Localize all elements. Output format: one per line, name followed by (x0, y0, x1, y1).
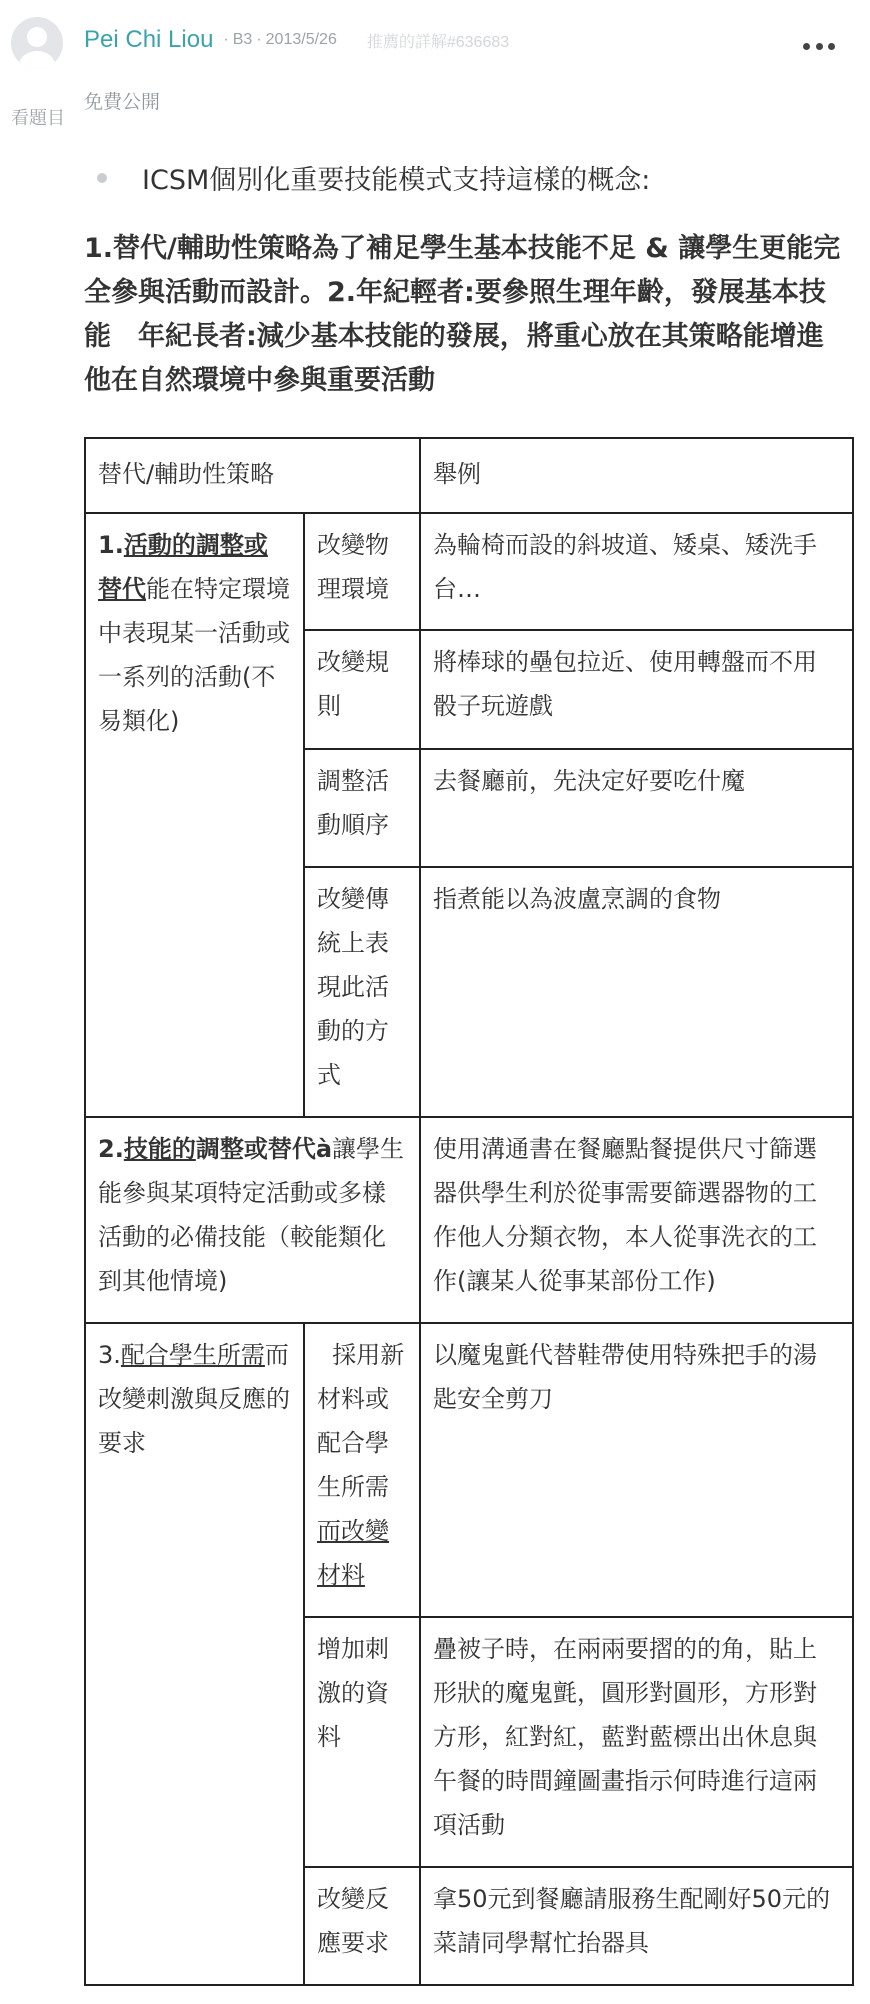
strategy-table (84, 437, 854, 1986)
bullet-item (97, 158, 650, 197)
group2-strategy (85, 1117, 420, 1323)
bullet-dot-icon (97, 173, 107, 183)
group2-arrow: à (315, 1135, 333, 1163)
method-cell: 調整活動順序 (304, 749, 420, 867)
group3-strategy (85, 1323, 304, 1985)
example-cell: 拿50元到餐廳請服務生配剛好50元的菜請同學幫忙抬器具 (420, 1867, 853, 1985)
more-horizontal-icon (803, 43, 810, 50)
example-cell: 為輪椅而設的斜坡道、矮桌、矮洗手台… (420, 513, 853, 630)
group3-num: 3. (98, 1341, 121, 1369)
avatar[interactable] (11, 17, 63, 69)
method-cell: 改變傳統上表現此活動的方式 (304, 867, 420, 1117)
more-horizontal-icon (828, 43, 835, 50)
method-cell (304, 1323, 420, 1617)
method-cell: 改變反應要求 (304, 1867, 420, 1985)
group1-num: 1. (98, 531, 124, 559)
public-label: 免費公開 (84, 91, 161, 113)
group3-desc: 而改變刺激與反應的要求 (98, 1341, 290, 1457)
example-cell: 疊被子時，在兩兩要摺的的角，貼上形狀的魔鬼氈，圓形對圓形，方形對方形，紅對紅，藍對藍標出出休息與午餐的時間鐘圖畫指示何時進行這兩項活動 (420, 1617, 853, 1867)
post-meta: · B3 · 2013/5/26 (223, 31, 337, 48)
group1-desc: 能在特定環境中表現某一活動或一系列的活動(不易類化) (98, 575, 290, 735)
example-cell: 以魔鬼氈代替鞋帶使用特殊把手的湯匙安全剪刀 (420, 1323, 853, 1617)
header-example: 舉例 (420, 438, 853, 513)
group2-title2: 調整或替代 (195, 1135, 316, 1163)
post-header (84, 22, 509, 58)
table-row (85, 513, 853, 630)
group2-title: 技能的 (123, 1135, 196, 1163)
floor-label: B3 (232, 31, 253, 48)
detail-link[interactable]: 推薦的詳解#636683 (366, 33, 510, 51)
method-cell: 改變物理環境 (304, 513, 420, 630)
table-row (85, 1323, 853, 1617)
example-cell: 將棒球的壘包拉近、使用轉盤而不用骰子玩遊戲 (420, 630, 853, 749)
method-cell: 增加刺激的資料 (304, 1617, 420, 1867)
more-options-button[interactable] (803, 38, 835, 54)
group1-title: 活動的調整或替代 (98, 531, 268, 603)
group1-strategy (85, 513, 304, 1117)
view-question-link[interactable]: 看題目 (11, 108, 65, 129)
example-cell: 去餐廳前，先決定好要吃什魔 (420, 749, 853, 867)
intro-paragraph: 1.替代/輔助性策略為了補足學生基本技能不足 & 讓學生更能完全參與活動而設計。2.年紀輕者:要參照生理年齡，發展基本技能 年紀長者:減少基本技能的發展，將重心放在其策略能增進他在自然環境中參與重要活動 (84, 233, 841, 396)
method-text-underlined: 而改變材料 (317, 1517, 389, 1589)
method-cell: 改變規則 (304, 630, 420, 749)
table-header-row (85, 438, 853, 513)
post-date: 2013/5/26 (265, 31, 337, 48)
more-horizontal-icon (816, 43, 823, 50)
author-name[interactable]: Pei Chi Liou (84, 26, 214, 53)
bullet-text: ICSM個別化重要技能模式支持這樣的概念: (142, 165, 651, 196)
group2-desc: 讓學生能參與某項特定活動或多樣活動的必備技能（較能類化到其他情境) (98, 1135, 405, 1295)
header-strategy: 替代/輔助性策略 (85, 438, 420, 513)
default-user-avatar-icon (11, 17, 63, 69)
table-row (85, 1117, 853, 1323)
method-text: 採用新材料或配合學生所需 (317, 1341, 405, 1501)
group2-num: 2. (98, 1135, 124, 1163)
group3-title: 配合學生所需 (120, 1341, 265, 1369)
example-cell: 指煮能以為波盧烹調的食物 (420, 867, 853, 1117)
example-cell: 使用溝通書在餐廳點餐提供尺寸篩選器供學生利於從事需要篩選器物的工作他人分類衣物，本人從事洗衣的工作(讓某人從事某部份工作) (420, 1117, 853, 1323)
